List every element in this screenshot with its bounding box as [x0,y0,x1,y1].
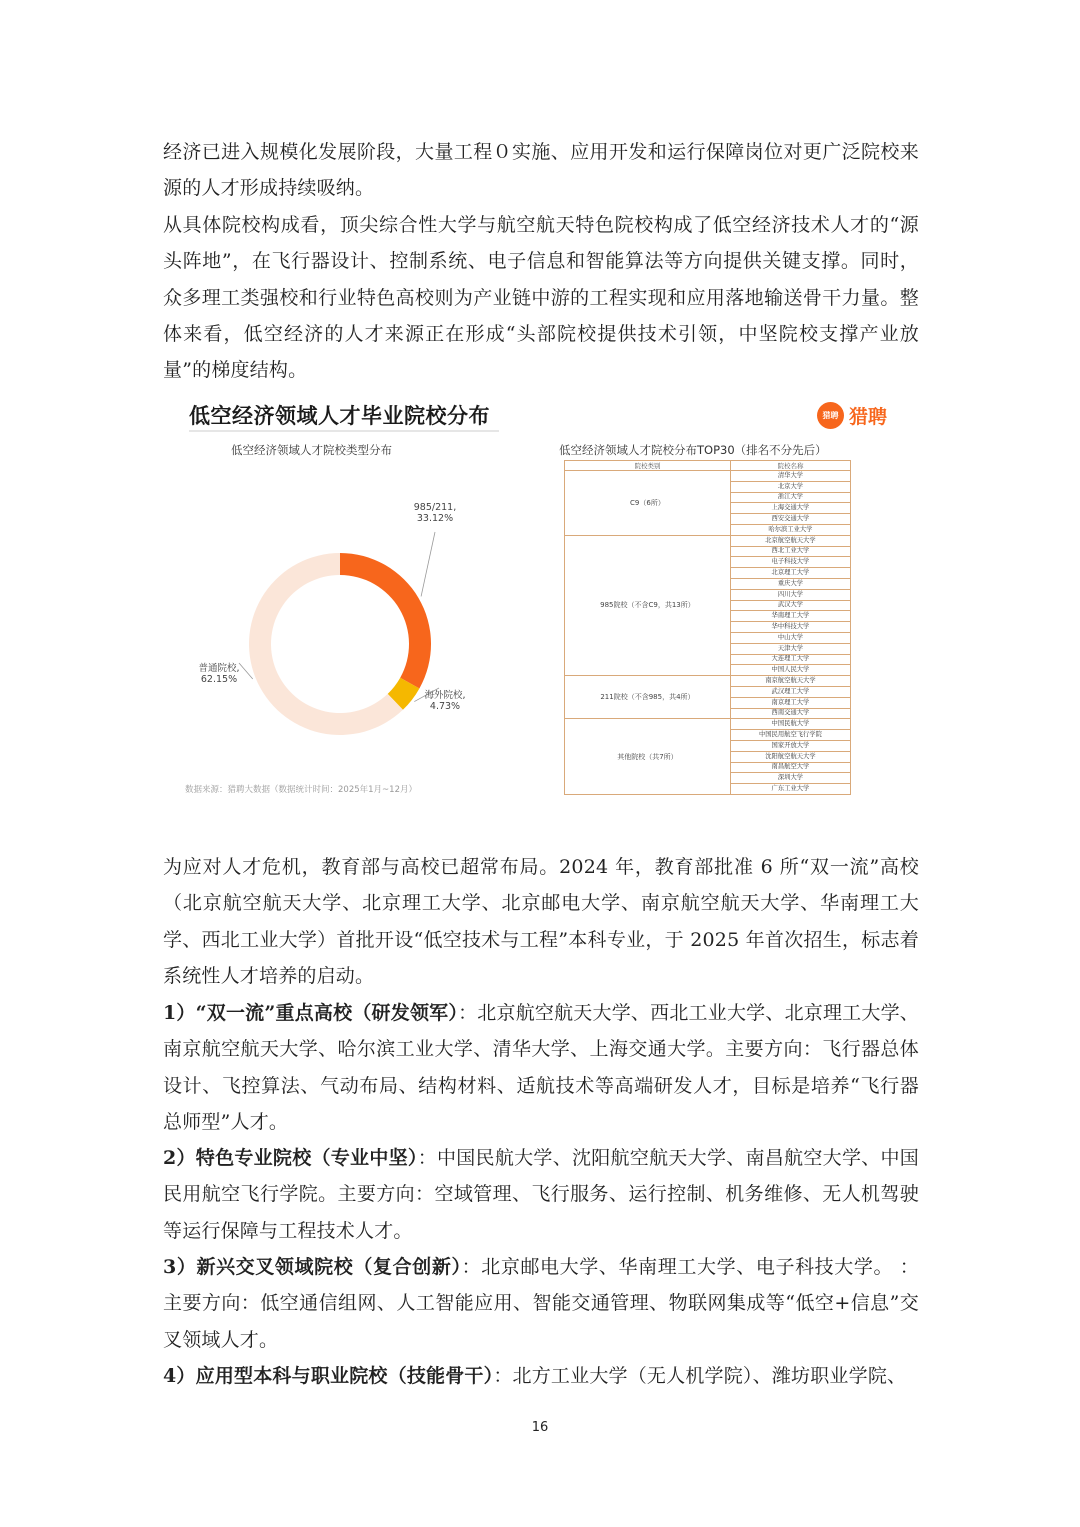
table-row [565,535,851,546]
slice-value-label: 62.15% [200,674,238,685]
title-divider [189,430,499,432]
school-name-cell: 南京理工大学 [730,697,850,708]
school-name-cell: 哈尔滨工业大学 [730,524,850,535]
school-name-cell: 上海交通大学 [730,503,850,514]
top30-table-title: 低空经济领域人才院校分布TOP30（排名不分先后） [559,443,827,457]
slice-value-label: 33.12% [416,513,454,524]
slice-label: 985/211, [413,502,457,513]
school-name-cell: 西安交通大学 [730,514,850,525]
school-name-cell: 天津大学 [730,643,850,654]
list-item-heading: 4）应用型本科与职业院校（技能骨干） [163,1365,494,1387]
school-category-cell: 其他院校（共7所） [565,719,731,795]
leader-line [239,663,253,679]
school-name-cell: 华南理工大学 [730,611,850,622]
table-header-row [565,461,851,471]
school-name-cell: 北京航空航天大学 [730,535,850,546]
school-name-cell: 北京大学 [730,481,850,492]
leader-line [421,532,435,596]
table-row [565,719,851,730]
school-name-cell: 清华大学 [730,471,850,482]
liepin-logo-icon: 猎聘 [817,402,844,429]
body-paragraph: 经济已进入规模化发展阶段，大量工程０实施、应用开发和运行保障岗位对更广泛院校来源的人才形成持续吸纳。 [163,141,919,200]
school-name-cell: 武汉大学 [730,600,850,611]
list-item-text: ：北京邮电大学、华南理工大学、电子科技大学。 ：主要方向：低空通信组网、人工智能应用、智能交通管理、物联网集成等“低空+信息”交叉领域人才。 [163,1256,920,1351]
school-name-cell: 中国人民大学 [730,665,850,676]
body-paragraph: 为应对人才危机，教育部与高校已超常布局。2024 年，教育部批准 6 所“双一流”高校（北京航空航天大学、北京理工大学、北京邮电大学、南京航空航天大学、华南理工大学、西北工业大学）首批开设“低空技术与工程”本科专业，于 2025 年首次招生，标志着系统性人才培养的启动。 [163,856,919,987]
page-number: 16 [531,1420,549,1435]
list-item-heading: 3）新兴交叉领域院校（复合创新） [163,1256,462,1278]
body-paragraph: 从具体院校构成看，顶尖综合性大学与航空航天特色院校构成了低空经济技术人才的“源头阵地”，在飞行器设计、控制系统、电子信息和智能算法等方向提供关键支撑。同时，众多理工类强校和行业特色高校则为产业链中游的工程实现和应用落地输送骨干力量。整体来看，低空经济的人才来源正在形成“头部院校提供技术引领，中坚院校支撑产业放量”的梯度结构。 [163,214,919,382]
column-header-school: 院校名称 [730,461,850,471]
liepin-logo [817,400,887,430]
donut-chart [175,453,555,783]
school-name-cell: 南京航空航天大学 [730,676,850,687]
list-item-text: ：北京航空航天大学、西北工业大学、北京理工大学、南京航空航天大学、哈尔滨工业大学、清华大学、上海交通大学。主要方向：飞行器总体设计、飞控算法、气动布局、结构材料、适航技术等高端研发人才，目标是培养“飞行器总师型”人才。 [163,1002,919,1133]
school-name-cell: 四川大学 [730,589,850,600]
list-item-tier4 [163,1358,919,1394]
list-item-tier2 [163,1140,919,1249]
school-name-cell: 浙江大学 [730,492,850,503]
figure-talent-school-distribution [175,393,905,803]
list-item-heading: 2）特色专业院校（专业中坚） [163,1147,418,1169]
slice-label: 海外院校, [424,690,466,701]
school-category-cell: 211院校（不含985，共4所） [565,676,731,719]
liepin-logo-text: 猎聘 [849,405,888,428]
table-row [565,676,851,687]
school-name-cell: 中国民航大学 [730,719,850,730]
data-source-note: 数据来源：猎聘大数据（数据统计时间：2025年1月~12月） [185,785,417,795]
school-name-cell: 武汉理工大学 [730,686,850,697]
school-name-cell: 南昌航空大学 [730,762,850,773]
school-name-cell: 中山大学 [730,632,850,643]
school-name-cell: 北京理工大学 [730,568,850,579]
top30-table [564,460,851,795]
figure-title: 低空经济领域人才毕业院校分布 [189,404,490,428]
list-item-text: ：中国民航大学、沈阳航空航天大学、南昌航空大学、中国民用航空飞行学院。主要方向：空域管理、飞行服务、运行控制、机务维修、无人机驾驶等运行保障与工程技术人才。 [163,1147,919,1242]
school-name-cell: 国家开放大学 [730,740,850,751]
list-item-heading: 1）“双一流”重点高校（研发领军） [163,1002,459,1024]
list-item-tier3 [163,1249,919,1358]
school-name-cell: 大连理工大学 [730,654,850,665]
school-name-cell: 深圳大学 [730,773,850,784]
slice-label: 普通院校, [198,663,240,674]
school-name-cell: 广东工业大学 [730,784,850,795]
school-name-cell: 沈阳航空航天大学 [730,751,850,762]
school-name-cell: 西南交通大学 [730,708,850,719]
column-header-category: 院校类别 [565,461,731,471]
school-category-cell: 985院校（不含C9，共13所） [565,535,731,675]
donut-slice [340,553,431,688]
list-item-tier1 [163,995,919,1140]
table-row [565,471,851,482]
school-name-cell: 华中科技大学 [730,622,850,633]
list-item-text: ：北方工业大学（无人机学院）、潍坊职业学院、 [493,1365,907,1387]
donut-chart-title: 低空经济领域人才院校类型分布 [231,443,392,457]
slice-value-label: 4.73% [429,701,461,712]
school-category-cell: C9（6所） [565,471,731,536]
school-name-cell: 电子科技大学 [730,557,850,568]
school-name-cell: 西北工业大学 [730,546,850,557]
school-name-cell: 中国民用航空飞行学院 [730,730,850,741]
school-name-cell: 重庆大学 [730,578,850,589]
